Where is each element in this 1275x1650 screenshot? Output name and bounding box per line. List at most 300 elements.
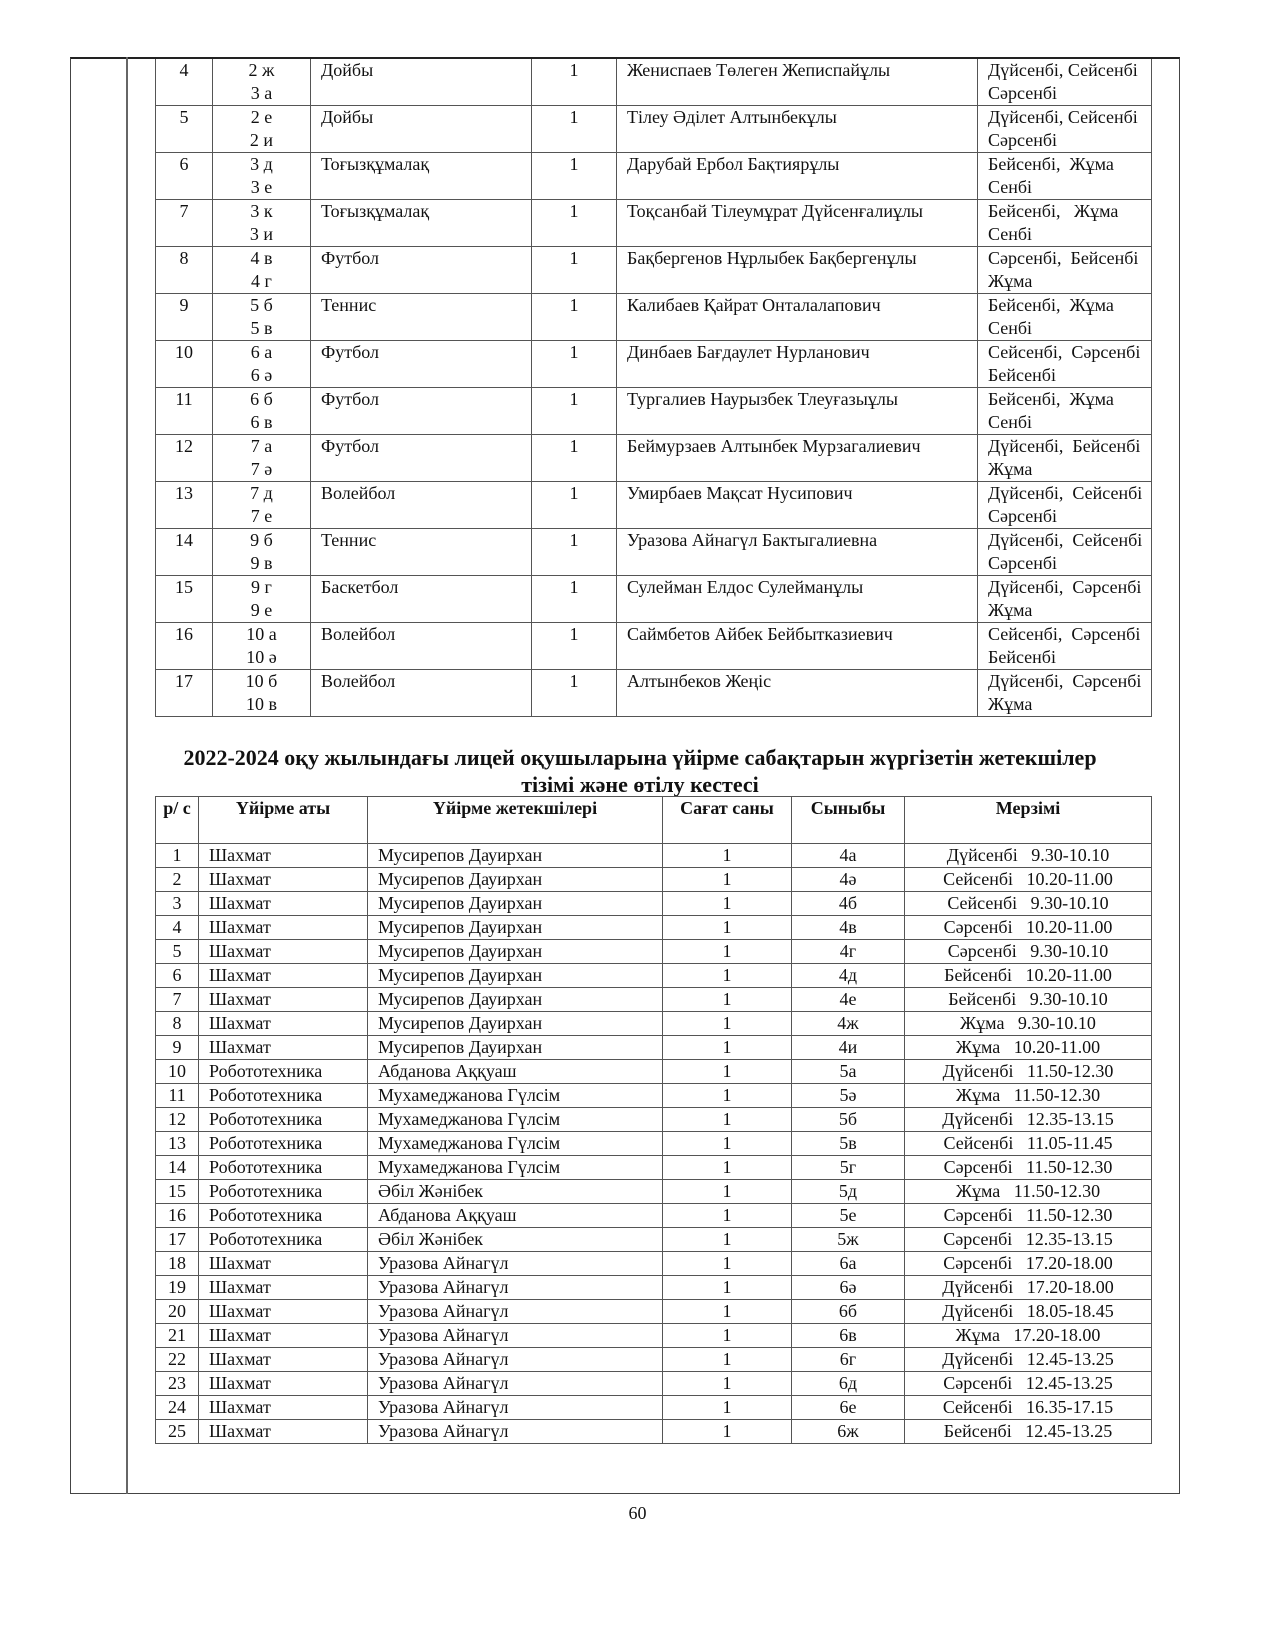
days-line: Сәрсенбі	[988, 506, 1057, 526]
schedule: Жұма 11.50-12.30	[905, 1180, 1152, 1204]
table-row	[156, 529, 1152, 576]
class-label: 3 е	[250, 177, 273, 197]
table-row	[156, 1348, 1152, 1372]
table-row	[156, 892, 1152, 916]
class-label: 2 е	[250, 107, 273, 127]
row-classes	[213, 153, 311, 200]
row-number: 7	[156, 988, 199, 1012]
leader-name: Бақбергенов Нұрлыбек Бақбергенұлы	[617, 247, 978, 294]
table-row	[156, 1036, 1152, 1060]
table-row	[156, 1156, 1152, 1180]
class-label: 10 в	[246, 694, 277, 714]
row-number: 16	[156, 1204, 199, 1228]
leader-name: Мусирепов Дауирхан	[368, 868, 663, 892]
leader-name: Мусирепов Дауирхан	[368, 964, 663, 988]
hours: 1	[663, 1084, 792, 1108]
days-line: Дүйсенбі, Сәрсенбі	[988, 577, 1142, 597]
row-number: 3	[156, 892, 199, 916]
section-title-line2: тізімі және өтілу кестесі	[521, 772, 759, 797]
class: 6е	[792, 1396, 905, 1420]
row-number: 9	[156, 294, 213, 341]
class: 5е	[792, 1204, 905, 1228]
row-number: 5	[156, 106, 213, 153]
club-name: Шахмат	[199, 1036, 368, 1060]
table-row	[156, 623, 1152, 670]
hours: 1	[663, 1180, 792, 1204]
hours: 1	[532, 294, 617, 341]
class-label: 7 а	[250, 436, 273, 456]
class: 4ж	[792, 1012, 905, 1036]
class-label: 3 д	[250, 154, 273, 174]
row-number: 10	[156, 1060, 199, 1084]
leader-name: Уразова Айнагүл	[368, 1372, 663, 1396]
table-row	[156, 1228, 1152, 1252]
row-number: 6	[156, 153, 213, 200]
hours: 1	[663, 1204, 792, 1228]
days-line: Жұма	[988, 600, 1033, 620]
club-name: Волейбол	[311, 670, 532, 717]
table-row	[156, 1300, 1152, 1324]
leader-name: Мусирепов Дауирхан	[368, 844, 663, 868]
club-name: Робототехника	[199, 1228, 368, 1252]
hours: 1	[663, 1132, 792, 1156]
days-line: Бейсенбі, Жұма	[988, 389, 1114, 409]
class-label: 9 в	[250, 553, 273, 573]
hours: 1	[663, 1324, 792, 1348]
class-label: 6 б	[250, 389, 273, 409]
class: 5д	[792, 1180, 905, 1204]
row-number: 11	[156, 388, 213, 435]
club-name: Робототехника	[199, 1156, 368, 1180]
days-line: Сәрсенбі	[988, 130, 1057, 150]
class: 4в	[792, 916, 905, 940]
row-number: 18	[156, 1252, 199, 1276]
row-classes	[213, 106, 311, 153]
class: 6г	[792, 1348, 905, 1372]
class: 4д	[792, 964, 905, 988]
table-row	[156, 1396, 1152, 1420]
class-label: 4 г	[251, 271, 272, 291]
schedule-days	[978, 341, 1152, 388]
hours: 1	[663, 916, 792, 940]
club-name: Робототехника	[199, 1180, 368, 1204]
table-row	[156, 868, 1152, 892]
row-number: 21	[156, 1324, 199, 1348]
schedule: Дүйсенбі 12.45-13.25	[905, 1348, 1152, 1372]
schedule: Сәрсенбі 12.45-13.25	[905, 1372, 1152, 1396]
schedule: Сәрсенбі 12.35-13.15	[905, 1228, 1152, 1252]
row-number: 6	[156, 964, 199, 988]
row-number: 15	[156, 576, 213, 623]
table-row	[156, 1276, 1152, 1300]
days-line: Жұма	[988, 694, 1033, 714]
hours: 1	[532, 529, 617, 576]
row-classes	[213, 482, 311, 529]
hours: 1	[532, 623, 617, 670]
leader-name: Беймурзаев Алтынбек Мурзагалиевич	[617, 435, 978, 482]
row-number: 15	[156, 1180, 199, 1204]
club-name: Футбол	[311, 247, 532, 294]
club-name: Баскетбол	[311, 576, 532, 623]
class: 6д	[792, 1372, 905, 1396]
days-line: Сейсенбі, Сәрсенбі	[988, 624, 1141, 644]
club-name: Футбол	[311, 341, 532, 388]
schedule: Сәрсенбі 17.20-18.00	[905, 1252, 1152, 1276]
row-number: 14	[156, 529, 213, 576]
leader-name: Дарубай Ербол Бақтиярұлы	[617, 153, 978, 200]
clubs-schedule-table	[155, 796, 1152, 1444]
table-row	[156, 153, 1152, 200]
class: 5ә	[792, 1084, 905, 1108]
row-number: 10	[156, 341, 213, 388]
days-line: Бейсенбі	[988, 647, 1056, 667]
schedule: Сейсенбі 16.35-17.15	[905, 1396, 1152, 1420]
hours: 1	[663, 868, 792, 892]
schedule: Бейсенбі 12.45-13.25	[905, 1420, 1152, 1444]
club-name: Шахмат	[199, 940, 368, 964]
class: 6ә	[792, 1276, 905, 1300]
row-classes	[213, 670, 311, 717]
hours: 1	[532, 58, 617, 106]
days-line: Бейсенбі, Жұма	[988, 295, 1114, 315]
leader-name: Мусирепов Дауирхан	[368, 940, 663, 964]
header-class: Сыныбы	[792, 797, 905, 844]
leader-name: Уразова Айнагүл	[368, 1324, 663, 1348]
row-classes	[213, 341, 311, 388]
hours: 1	[663, 1012, 792, 1036]
schedule-days	[978, 58, 1152, 106]
hours: 1	[663, 1036, 792, 1060]
schedule: Сәрсенбі 9.30-10.10	[905, 940, 1152, 964]
hours: 1	[663, 1108, 792, 1132]
schedule: Сейсенбі 10.20-11.00	[905, 868, 1152, 892]
leader-name: Мусирепов Дауирхан	[368, 1012, 663, 1036]
frame-column-divider	[126, 57, 128, 1494]
row-number: 8	[156, 1012, 199, 1036]
club-name: Шахмат	[199, 1420, 368, 1444]
hours: 1	[663, 892, 792, 916]
row-number: 13	[156, 482, 213, 529]
row-number: 14	[156, 1156, 199, 1180]
schedule: Сейсенбі 11.05-11.45	[905, 1132, 1152, 1156]
club-name: Шахмат	[199, 1300, 368, 1324]
days-line: Дүйсенбі, Сейсенбі	[988, 107, 1138, 127]
table-row	[156, 964, 1152, 988]
days-line: Дүйсенбі, Сейсенбі	[988, 60, 1138, 80]
schedule: Сейсенбі 9.30-10.10	[905, 892, 1152, 916]
hours: 1	[663, 1228, 792, 1252]
class-label: 4 в	[250, 248, 273, 268]
schedule-days	[978, 200, 1152, 247]
hours: 1	[532, 670, 617, 717]
table-row	[156, 1060, 1152, 1084]
class-label: 6 ә	[250, 365, 273, 385]
class: 6в	[792, 1324, 905, 1348]
table-row	[156, 576, 1152, 623]
leader-name: Тілеу Әділет Алтынбекұлы	[617, 106, 978, 153]
row-classes	[213, 623, 311, 670]
schedule: Бейсенбі 10.20-11.00	[905, 964, 1152, 988]
days-line: Бейсенбі	[988, 365, 1056, 385]
schedule: Жұма 10.20-11.00	[905, 1036, 1152, 1060]
table-header-row	[156, 797, 1152, 844]
class: 5ж	[792, 1228, 905, 1252]
hours: 1	[532, 482, 617, 529]
leader-name: Сулейман Елдос Сулейманұлы	[617, 576, 978, 623]
row-number: 23	[156, 1372, 199, 1396]
row-number: 20	[156, 1300, 199, 1324]
schedule: Жұма 11.50-12.30	[905, 1084, 1152, 1108]
row-classes	[213, 529, 311, 576]
leader-name: Мухамеджанова Гүлсім	[368, 1108, 663, 1132]
leader-name: Мусирепов Дауирхан	[368, 1036, 663, 1060]
leader-name: Динбаев Бағдаулет Нурланович	[617, 341, 978, 388]
row-classes	[213, 200, 311, 247]
header-leaders: Үйірме жетекшілері	[368, 797, 663, 844]
schedule-days	[978, 153, 1152, 200]
class-label: 6 а	[250, 342, 273, 362]
row-number: 12	[156, 435, 213, 482]
days-line: Сәрсенбі, Бейсенбі	[988, 248, 1139, 268]
class: 4б	[792, 892, 905, 916]
days-line: Бейсенбі, Жұма	[988, 201, 1119, 221]
row-number: 12	[156, 1108, 199, 1132]
days-line: Сенбі	[988, 412, 1033, 432]
club-name: Шахмат	[199, 1012, 368, 1036]
class-label: 9 г	[251, 577, 272, 597]
hours: 1	[663, 1060, 792, 1084]
leader-name: Абданова Аққуаш	[368, 1204, 663, 1228]
class-label: 5 в	[250, 318, 273, 338]
table-row	[156, 1180, 1152, 1204]
schedule-days	[978, 106, 1152, 153]
sports-clubs-table	[155, 57, 1152, 717]
hours: 1	[532, 435, 617, 482]
schedule: Дүйсенбі 18.05-18.45	[905, 1300, 1152, 1324]
table-row	[156, 916, 1152, 940]
schedule: Сәрсенбі 11.50-12.30	[905, 1156, 1152, 1180]
table-row	[156, 1420, 1152, 1444]
class: 4г	[792, 940, 905, 964]
table-row	[156, 1132, 1152, 1156]
row-number: 11	[156, 1084, 199, 1108]
table-row	[156, 1252, 1152, 1276]
leader-name: Мухамеджанова Гүлсім	[368, 1084, 663, 1108]
club-name: Шахмат	[199, 1276, 368, 1300]
leader-name: Мухамеджанова Гүлсім	[368, 1156, 663, 1180]
schedule: Бейсенбі 9.30-10.10	[905, 988, 1152, 1012]
class-label: 7 д	[250, 483, 273, 503]
days-line: Жұма	[988, 459, 1033, 479]
days-line: Сейсенбі, Сәрсенбі	[988, 342, 1141, 362]
leader-name: Уразова Айнагүл	[368, 1276, 663, 1300]
club-name: Робототехника	[199, 1132, 368, 1156]
club-name: Дойбы	[311, 58, 532, 106]
hours: 1	[663, 1252, 792, 1276]
club-name: Шахмат	[199, 1252, 368, 1276]
table-row	[156, 1204, 1152, 1228]
row-number: 4	[156, 916, 199, 940]
schedule: Сәрсенбі 11.50-12.30	[905, 1204, 1152, 1228]
club-name: Волейбол	[311, 482, 532, 529]
class-label: 10 ә	[246, 647, 277, 667]
leader-name: Мусирепов Дауирхан	[368, 892, 663, 916]
days-line: Дүйсенбі, Бейсенбі	[988, 436, 1141, 456]
class: 4и	[792, 1036, 905, 1060]
hours: 1	[532, 576, 617, 623]
schedule-days	[978, 247, 1152, 294]
table-row	[156, 58, 1152, 106]
class: 4а	[792, 844, 905, 868]
leader-name: Тургалиев Наурызбек Тлеуғазыұлы	[617, 388, 978, 435]
club-name: Тоғызқұмалақ	[311, 200, 532, 247]
club-name: Футбол	[311, 388, 532, 435]
leader-name: Уразова Айнагүл	[368, 1252, 663, 1276]
schedule-days	[978, 482, 1152, 529]
row-number: 2	[156, 868, 199, 892]
class-label: 9 е	[250, 600, 273, 620]
class: 5г	[792, 1156, 905, 1180]
header-schedule: Мерзімі	[905, 797, 1152, 844]
row-number: 24	[156, 1396, 199, 1420]
club-name: Дойбы	[311, 106, 532, 153]
table-row	[156, 1108, 1152, 1132]
class-label: 2 ж	[248, 60, 275, 80]
row-number: 8	[156, 247, 213, 294]
row-classes	[213, 58, 311, 106]
row-number: 22	[156, 1348, 199, 1372]
hours: 1	[532, 388, 617, 435]
club-name: Тоғызқұмалақ	[311, 153, 532, 200]
hours: 1	[532, 106, 617, 153]
hours: 1	[663, 1396, 792, 1420]
header-club-name: Үйірме аты	[199, 797, 368, 844]
hours: 1	[532, 200, 617, 247]
class-label: 10 а	[246, 624, 277, 644]
club-name: Робототехника	[199, 1084, 368, 1108]
club-name: Шахмат	[199, 844, 368, 868]
schedule-days	[978, 294, 1152, 341]
leader-name: Әбіл Жәнібек	[368, 1180, 663, 1204]
leader-name: Мусирепов Дауирхан	[368, 916, 663, 940]
days-line: Жұма	[988, 271, 1033, 291]
club-name: Робототехника	[199, 1204, 368, 1228]
leader-name: Алтынбеков Жеңіс	[617, 670, 978, 717]
club-name: Шахмат	[199, 1372, 368, 1396]
class-label: 5 б	[250, 295, 273, 315]
row-number: 17	[156, 670, 213, 717]
club-name: Шахмат	[199, 964, 368, 988]
row-number: 9	[156, 1036, 199, 1060]
hours: 1	[663, 1420, 792, 1444]
club-name: Шахмат	[199, 1396, 368, 1420]
table-row	[156, 670, 1152, 717]
schedule: Дүйсенбі 17.20-18.00	[905, 1276, 1152, 1300]
days-line: Сенбі	[988, 177, 1033, 197]
row-classes	[213, 388, 311, 435]
table-row	[156, 1084, 1152, 1108]
row-number: 25	[156, 1420, 199, 1444]
class: 6ж	[792, 1420, 905, 1444]
club-name: Футбол	[311, 435, 532, 482]
days-line: Сәрсенбі	[988, 553, 1057, 573]
table-row	[156, 1372, 1152, 1396]
leader-name: Мусирепов Дауирхан	[368, 988, 663, 1012]
club-name: Теннис	[311, 294, 532, 341]
days-line: Сенбі	[988, 318, 1033, 338]
row-classes	[213, 576, 311, 623]
table-row	[156, 341, 1152, 388]
row-classes	[213, 294, 311, 341]
row-number: 19	[156, 1276, 199, 1300]
row-number: 7	[156, 200, 213, 247]
schedule: Дүйсенбі 9.30-10.10	[905, 844, 1152, 868]
class-label: 7 е	[250, 506, 273, 526]
days-line: Сәрсенбі	[988, 83, 1057, 103]
table-row	[156, 940, 1152, 964]
row-classes	[213, 435, 311, 482]
hours: 1	[663, 1276, 792, 1300]
table-row	[156, 435, 1152, 482]
table-row	[156, 247, 1152, 294]
leader-name: Уразова Айнагүл Бактыгалиевна	[617, 529, 978, 576]
table-row	[156, 1012, 1152, 1036]
class: 5б	[792, 1108, 905, 1132]
club-name: Робототехника	[199, 1108, 368, 1132]
class-label: 3 к	[250, 201, 273, 221]
schedule: Сәрсенбі 10.20-11.00	[905, 916, 1152, 940]
leader-name: Тоқсанбай Тілеумұрат Дүйсенғалиұлы	[617, 200, 978, 247]
hours: 1	[532, 341, 617, 388]
section-title-line1: 2022-2024 оқу жылындағы лицей оқушыларына үйірме сабақтарын жүргізетін жетекшілер	[183, 745, 1097, 770]
row-number: 13	[156, 1132, 199, 1156]
leader-name: Уразова Айнагүл	[368, 1396, 663, 1420]
schedule: Жұма 17.20-18.00	[905, 1324, 1152, 1348]
club-name: Шахмат	[199, 1348, 368, 1372]
table-row	[156, 1324, 1152, 1348]
club-name: Шахмат	[199, 868, 368, 892]
schedule: Дүйсенбі 12.35-13.15	[905, 1108, 1152, 1132]
leader-name: Абданова Аққуаш	[368, 1060, 663, 1084]
schedule-days	[978, 670, 1152, 717]
row-classes	[213, 247, 311, 294]
leader-name: Әбіл Жәнібек	[368, 1228, 663, 1252]
hours: 1	[663, 1348, 792, 1372]
hours: 1	[532, 153, 617, 200]
class: 5а	[792, 1060, 905, 1084]
hours: 1	[663, 844, 792, 868]
schedule: Дүйсенбі 11.50-12.30	[905, 1060, 1152, 1084]
club-name: Шахмат	[199, 988, 368, 1012]
class: 6б	[792, 1300, 905, 1324]
days-line: Бейсенбі, Жұма	[988, 154, 1114, 174]
table-row	[156, 482, 1152, 529]
schedule-days	[978, 623, 1152, 670]
hours: 1	[663, 964, 792, 988]
schedule-days	[978, 435, 1152, 482]
table-row	[156, 200, 1152, 247]
club-name: Шахмат	[199, 1324, 368, 1348]
schedule-days	[978, 529, 1152, 576]
section-title	[130, 744, 1150, 798]
class-label: 3 и	[249, 224, 274, 244]
class: 4ә	[792, 868, 905, 892]
club-name: Волейбол	[311, 623, 532, 670]
row-number: 4	[156, 58, 213, 106]
header-hours: Сағат саны	[663, 797, 792, 844]
club-name: Робототехника	[199, 1060, 368, 1084]
page-number: 60	[628, 1503, 647, 1523]
